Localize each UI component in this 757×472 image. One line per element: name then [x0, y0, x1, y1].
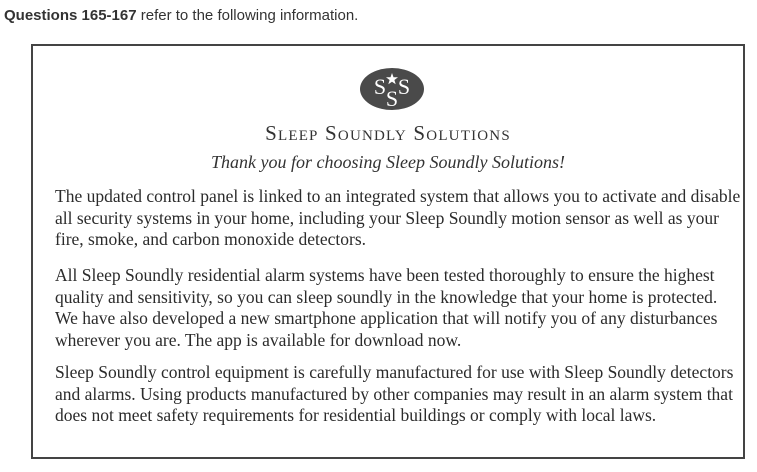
paragraph-alarm-systems: All Sleep Soundly residential alarm systems have been tested thoroughly to ensure the highest quality and sensitivity, so you can sleep soundly in the knowledge that your home is protected. We have also developed a new smartphone application that will notify you of any disturbances wherever you are. The app is available for download now.: [55, 265, 718, 350]
svg-text:S: S: [385, 86, 399, 111]
tagline: Thank you for choosing Sleep Soundly Solutions!: [211, 152, 565, 172]
company-name: Sleep Soundly Solutions: [265, 121, 511, 145]
question-header: [4, 7, 358, 24]
paragraph-control-panel: The updated control panel is linked to an integrated system that allows you to activate and disable all security systems in your home, including your Sleep Soundly motion sensor as well as your fire, smoke, and carbon monoxide detectors.: [55, 186, 741, 249]
notice-box: [31, 44, 745, 459]
svg-text:S: S: [373, 74, 387, 99]
question-intro: refer to the following information.: [140, 7, 359, 24]
paragraph-equipment-warning: Sleep Soundly control equipment is carefully manufactured for use with Sleep Soundly detectors and alarms. Using products manufactured by other companies may result in an alarm system that does not meet safety requirements for residential buildings or comply with local laws.: [55, 362, 734, 425]
company-logo: [359, 67, 425, 111]
svg-text:S: S: [397, 74, 411, 99]
question-range: Questions 165-167: [4, 7, 137, 24]
